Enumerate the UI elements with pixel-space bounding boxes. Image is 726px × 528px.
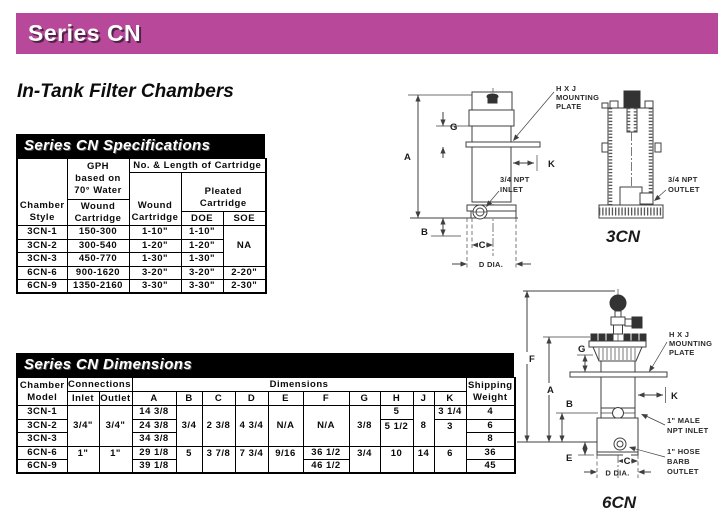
- spec-cell-doe: 1-30": [181, 253, 223, 267]
- label-dim-d-dia: D DIA.: [605, 468, 630, 478]
- dim-table-section: [16, 353, 514, 474]
- page-title: Series CN: [28, 20, 142, 46]
- dim-cell-k: 3: [434, 419, 466, 446]
- label-outlet: 1" HOSE: [667, 447, 701, 456]
- dim-cell-model: 3CN-1: [17, 406, 67, 420]
- dim-cell-outlet: 1": [99, 446, 132, 473]
- dim-cell-h: 5 1/2: [380, 419, 413, 446]
- spec-table-section: [16, 134, 265, 294]
- dim-col-header-inlet: Inlet: [67, 392, 99, 406]
- dim-cell-c: 2 3/8: [202, 406, 235, 447]
- dim-table: [16, 377, 516, 474]
- dim-cell-f: 46 1/2: [303, 460, 349, 474]
- label-inlet: INLET: [500, 185, 524, 194]
- dim-cell-weight: 6: [466, 419, 515, 433]
- table-row: [17, 280, 266, 294]
- 3cn-dimension-drawing: [404, 84, 599, 269]
- label-dim-c: C: [478, 240, 486, 251]
- dim-col-header-shipping-weight: [466, 378, 515, 406]
- header-line: Weight: [473, 391, 508, 403]
- spec-cell-gph: 450-770: [67, 253, 129, 267]
- dim-cell-weight: 8: [466, 433, 515, 447]
- label-dim-k: K: [548, 159, 555, 170]
- table-row: [17, 159, 266, 173]
- spec-col-header-wound-cartridge: [67, 200, 129, 226]
- label-dim-e: E: [566, 453, 573, 464]
- dim-cell-h: 10: [380, 446, 413, 473]
- dim-cell-k: 6: [434, 446, 466, 473]
- dim-cell-weight: 45: [466, 460, 515, 474]
- label-mounting-plate: PLATE: [556, 102, 582, 111]
- label-outlet: 3/4 NPT: [668, 175, 698, 184]
- label-dim-b: B: [566, 399, 573, 410]
- dim-col-header-k: K: [434, 392, 466, 406]
- spec-group-header-cartridge: No. & Length of Cartridge: [129, 159, 266, 173]
- label-dim-k: K: [671, 391, 678, 402]
- dim-cell-model: 6CN-9: [17, 460, 67, 474]
- dim-cell-g: 3/8: [349, 406, 380, 447]
- dim-cell-model: 3CN-2: [17, 419, 67, 433]
- header-line: Cartridge: [74, 212, 122, 224]
- label-dim-g: G: [450, 122, 458, 133]
- spec-cell-soe: 2-30": [223, 280, 266, 294]
- spec-cell-style: 3CN-2: [17, 239, 67, 253]
- spec-cell-gph: 900-1620: [67, 266, 129, 280]
- spec-cell-style: 3CN-1: [17, 226, 67, 240]
- table-row: [17, 226, 266, 240]
- spec-col-header-wound: [129, 173, 181, 226]
- header-line: Model: [27, 391, 58, 403]
- page-subtitle: In-Tank Filter Chambers: [17, 81, 234, 102]
- spec-table: [16, 158, 267, 294]
- header-line: Style: [29, 212, 55, 224]
- dim-cell-inlet: 3/4": [67, 406, 99, 447]
- label-mounting-plate: H X J: [669, 330, 690, 339]
- caption-3cn: 3CN: [606, 227, 641, 246]
- spec-cell-gph: 300-540: [67, 239, 129, 253]
- dim-group-header-dimensions: Dimensions: [132, 378, 466, 392]
- label-dim-a: A: [547, 385, 554, 396]
- dim-cell-e: N/A: [268, 406, 303, 447]
- dim-cell-a: 29 1/8: [132, 446, 176, 460]
- caption-6cn: 6CN: [602, 493, 637, 512]
- dim-group-header-connections: Connections: [67, 378, 132, 390]
- dim-cell-b: 3/4: [176, 406, 202, 447]
- table-row: [17, 446, 515, 460]
- 3cn-pictorial: [599, 91, 700, 246]
- dim-cell-a: 14 3/8: [132, 406, 176, 420]
- dim-cell-h: 5: [380, 406, 413, 420]
- header-line: Chamber: [19, 200, 65, 212]
- dim-cell-weight: 36: [466, 446, 515, 460]
- dim-cell-model: 3CN-3: [17, 433, 67, 447]
- dim-cell-outlet: 3/4": [99, 406, 132, 447]
- table-row: [17, 392, 515, 406]
- dim-cell-c: 3 7/8: [202, 446, 235, 473]
- spec-cell-wound: 1-20": [129, 239, 181, 253]
- diagram-6cn: [510, 283, 726, 528]
- dim-col-header-chamber-model: [17, 378, 67, 406]
- header-line: Cartridge: [199, 198, 247, 210]
- dim-col-header-f: F: [303, 392, 349, 406]
- dim-cell-j: 14: [413, 446, 434, 473]
- dim-cell-f: 36 1/2: [303, 446, 349, 460]
- spec-cell-doe: 3-30": [181, 280, 223, 294]
- label-inlet: NPT INLET: [667, 426, 709, 435]
- table-row: [17, 378, 515, 392]
- header-line: Chamber: [19, 379, 65, 391]
- label-dim-d-dia: D DIA.: [478, 260, 504, 269]
- label-dim-g: G: [578, 344, 586, 355]
- dim-cell-inlet: 1": [67, 446, 99, 473]
- dim-cell-j: 8: [413, 406, 434, 447]
- header-line: Pleated: [204, 186, 242, 198]
- spec-cell-soe: 2-20": [223, 266, 266, 280]
- dim-cell-k: 3 1/4: [434, 406, 466, 420]
- dim-cell-model: 6CN-6: [17, 446, 67, 460]
- spec-cell-wound: 3-30": [129, 280, 181, 294]
- label-outlet: OUTLET: [668, 185, 700, 194]
- dim-cell-weight: 4: [466, 406, 515, 420]
- spec-table-title: Series CN Specifications: [16, 134, 265, 158]
- label-dim-f: F: [529, 354, 535, 365]
- page-banner: [16, 13, 718, 54]
- dim-col-header-a: A: [132, 392, 176, 406]
- label-mounting-plate: H X J: [556, 84, 577, 93]
- spec-col-header-chamber-style: [17, 159, 67, 226]
- spec-cell-soe-na: NA: [223, 226, 266, 267]
- dim-cell-a: 34 3/8: [132, 433, 176, 447]
- spec-col-header-soe: SOE: [223, 212, 266, 226]
- spec-cell-style: 3CN-3: [17, 253, 67, 267]
- spec-group-header-pleated: [181, 173, 266, 212]
- dim-col-header-j: J: [413, 392, 434, 406]
- diagram-3cn: [400, 78, 726, 269]
- dim-cell-a: 24 3/8: [132, 419, 176, 433]
- dim-cell-f: N/A: [303, 406, 349, 447]
- dim-col-header-outlet: Outlet: [100, 392, 131, 404]
- dim-col-header-d: D: [235, 392, 268, 406]
- header-line: Wound: [80, 200, 116, 212]
- dim-cell-e: 9/16: [268, 446, 303, 473]
- spec-cell-wound: 1-10": [129, 226, 181, 240]
- header-line: 70° Water: [74, 184, 122, 196]
- spec-cell-wound: 3-20": [129, 266, 181, 280]
- spec-cell-doe: 1-10": [181, 226, 223, 240]
- dim-col-header-e: E: [268, 392, 303, 406]
- spec-col-header-gph: [67, 159, 129, 200]
- header-line: GPH: [86, 161, 110, 173]
- table-row: [17, 266, 266, 280]
- dim-col-header-b: B: [176, 392, 202, 406]
- 6cn-drawing: [517, 289, 712, 512]
- label-dim-b: B: [421, 227, 428, 238]
- dim-cell-b: 5: [176, 446, 202, 473]
- header-line: Cartridge: [131, 212, 179, 224]
- spec-cell-gph: 1350-2160: [67, 280, 129, 294]
- header-line: Shipping: [467, 379, 513, 391]
- label-outlet: OUTLET: [667, 467, 699, 476]
- table-row: [17, 406, 515, 420]
- dim-col-header-c: C: [202, 392, 235, 406]
- dim-table-title: Series CN Dimensions: [16, 353, 514, 377]
- label-dim-c: C: [623, 456, 631, 467]
- dim-cell-d: 4 3/4: [235, 406, 268, 447]
- dim-cell-d: 7 3/4: [235, 446, 268, 473]
- spec-cell-style: 6CN-9: [17, 280, 67, 294]
- header-line: based on: [75, 173, 121, 185]
- label-inlet: 1" MALE: [667, 416, 701, 425]
- spec-cell-gph: 150-300: [67, 226, 129, 240]
- dim-col-header-g: G: [349, 392, 380, 406]
- dim-cell-a: 39 1/8: [132, 460, 176, 474]
- label-mounting-plate: MOUNTING: [669, 339, 713, 348]
- spec-col-header-doe: DOE: [181, 212, 223, 226]
- spec-cell-wound: 1-30": [129, 253, 181, 267]
- dim-cell-g: 3/4: [349, 446, 380, 473]
- header-line: Wound: [137, 200, 173, 212]
- label-mounting-plate: PLATE: [669, 348, 695, 357]
- label-dim-a: A: [404, 152, 411, 163]
- spec-cell-style: 6CN-6: [17, 266, 67, 280]
- spec-cell-doe: 3-20": [181, 266, 223, 280]
- dim-col-header-h: H: [380, 392, 413, 406]
- label-outlet: BARB: [667, 457, 690, 466]
- label-mounting-plate: MOUNTING: [556, 93, 600, 102]
- label-inlet: 3/4 NPT: [500, 175, 530, 184]
- spec-cell-doe: 1-20": [181, 239, 223, 253]
